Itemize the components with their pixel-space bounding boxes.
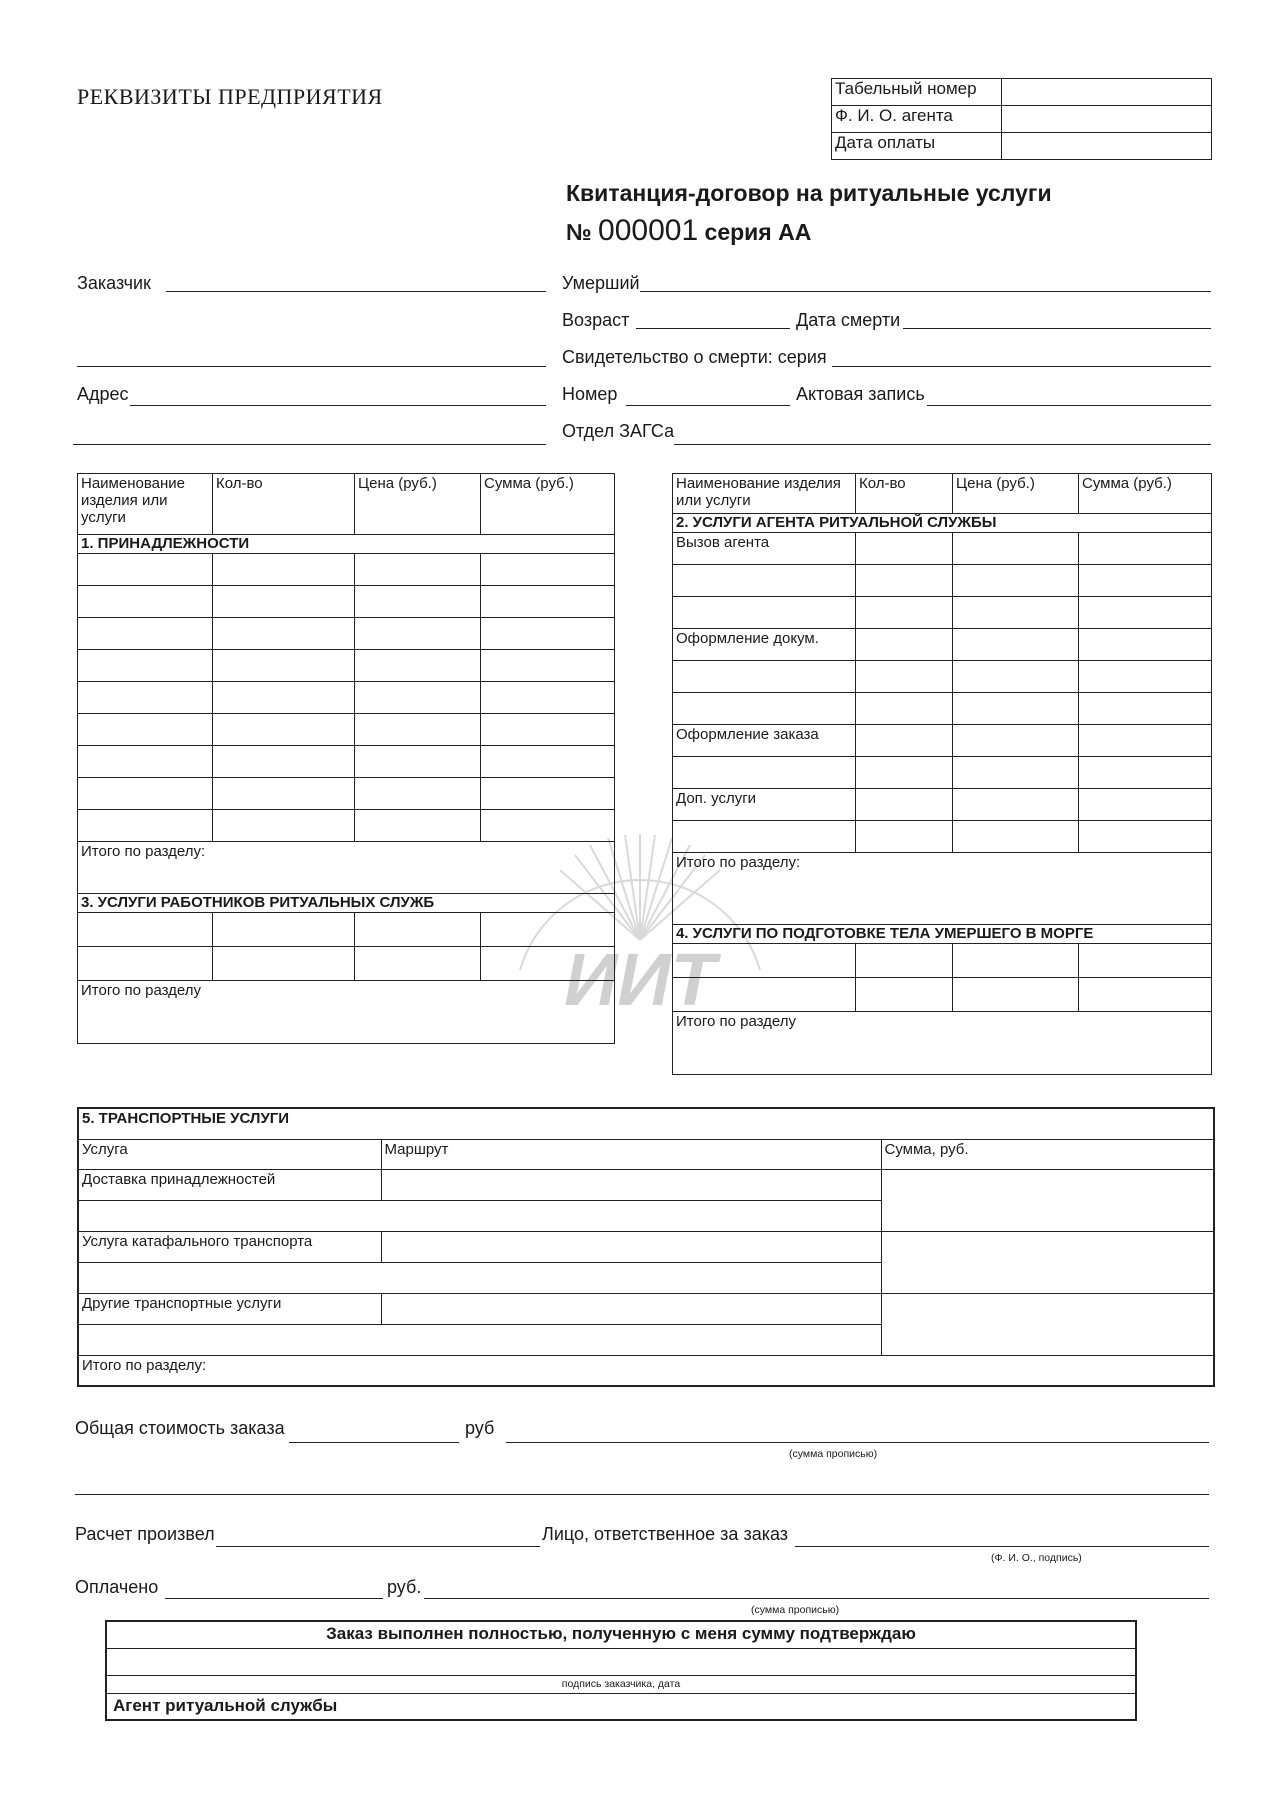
total-words-line[interactable] <box>506 1442 1209 1443</box>
table-cell[interactable] <box>953 789 1079 821</box>
transport-table <box>77 1107 1215 1387</box>
table-cell[interactable] <box>953 565 1079 597</box>
table-cell[interactable] <box>953 629 1079 661</box>
table-cell[interactable] <box>355 913 481 947</box>
responsible-line[interactable] <box>795 1546 1209 1547</box>
col-header-name: Наименование изделия или услуги <box>78 474 213 535</box>
table-cell[interactable] <box>481 746 615 778</box>
act-record-line[interactable] <box>927 405 1211 406</box>
table-cell[interactable] <box>953 944 1079 978</box>
rub-dot-label: руб. <box>387 1577 422 1597</box>
table-cell[interactable] <box>1079 944 1212 978</box>
section-5-total: Итого по разделу: <box>78 1355 1214 1386</box>
certificate-label: Свидетельство о смерти: серия <box>562 347 827 367</box>
fio-sign-caption: (Ф. И. О., подпись) <box>991 1552 1082 1564</box>
table-cell[interactable] <box>953 661 1079 693</box>
section-5-title: 5. ТРАНСПОРТНЫЕ УСЛУГИ <box>78 1108 1214 1139</box>
route-field[interactable] <box>381 1169 881 1200</box>
table-cell[interactable] <box>213 650 355 682</box>
table-cell[interactable] <box>1079 725 1212 757</box>
table-cell[interactable] <box>355 586 481 618</box>
table-cell[interactable] <box>1079 693 1212 725</box>
table-cell[interactable] <box>953 693 1079 725</box>
table-cell[interactable] <box>1079 629 1212 661</box>
table-cell[interactable] <box>355 714 481 746</box>
route-field[interactable] <box>381 1231 881 1262</box>
table-cell[interactable] <box>856 533 953 565</box>
table-cell[interactable] <box>673 757 856 789</box>
table-cell[interactable] <box>213 746 355 778</box>
section-2-title: 2. УСЛУГИ АГЕНТА РИТУАЛЬНОЙ СЛУЖБЫ <box>673 514 1212 533</box>
table-cell[interactable] <box>953 533 1079 565</box>
table-cell[interactable] <box>673 565 856 597</box>
age-label: Возраст <box>562 310 630 330</box>
confirmation-table <box>105 1620 1137 1721</box>
table-cell[interactable] <box>1079 661 1212 693</box>
sum-in-words-caption-2: (сумма прописью) <box>751 1604 840 1616</box>
section-4-title: 4. УСЛУГИ ПО ПОДГОТОВКЕ ТЕЛА УМЕРШЕГО В МОРГЕ <box>673 925 1212 944</box>
table-cell[interactable] <box>856 565 953 597</box>
agent-table-label: Дата оплаты <box>832 133 1002 160</box>
table-cell[interactable] <box>78 778 213 810</box>
table-cell[interactable] <box>355 682 481 714</box>
address-line[interactable] <box>130 405 546 406</box>
registry-line[interactable] <box>674 444 1211 445</box>
sum-in-words-caption: (сумма прописью) <box>789 1448 878 1460</box>
number-value: 000001 <box>598 214 699 247</box>
company-requisites: РЕКВИЗИТЫ ПРЕДПРИЯТИЯ <box>77 84 383 109</box>
table-cell[interactable] <box>1079 789 1212 821</box>
s2-item-extra: Доп. услуги <box>673 789 856 821</box>
table-cell[interactable] <box>355 746 481 778</box>
route-extra-field[interactable] <box>78 1324 881 1355</box>
table-cell[interactable] <box>355 778 481 810</box>
table-cell[interactable] <box>481 650 615 682</box>
table-cell[interactable] <box>1079 597 1212 629</box>
paid-label: Оплачено <box>75 1577 159 1597</box>
col-header-qty: Кол-во <box>213 474 355 535</box>
col-header-amount: Сумма, руб. <box>881 1139 1214 1169</box>
total-words-line-2[interactable] <box>75 1494 1209 1495</box>
paid-words-line[interactable] <box>424 1598 1209 1599</box>
table-cell[interactable] <box>213 947 355 981</box>
table-cell[interactable] <box>856 693 953 725</box>
table-cell[interactable] <box>481 947 615 981</box>
table-cell[interactable] <box>673 661 856 693</box>
table-cell[interactable] <box>213 778 355 810</box>
table-cell[interactable] <box>856 661 953 693</box>
table-cell[interactable] <box>213 810 355 842</box>
calc-by-label: Расчет произвел <box>75 1524 215 1544</box>
s2-item-documents: Оформление докум. <box>673 629 856 661</box>
table-cell[interactable] <box>481 682 615 714</box>
amount-field[interactable] <box>881 1231 1214 1293</box>
table-cell[interactable] <box>481 586 615 618</box>
certificate-line[interactable] <box>832 366 1211 367</box>
table-cell[interactable] <box>953 757 1079 789</box>
s2-item-agent-call: Вызов агента <box>673 533 856 565</box>
death-date-label: Дата смерти <box>796 310 901 330</box>
agent-table-label: Ф. И. О. агента <box>832 106 1002 133</box>
table-cell[interactable] <box>78 913 213 947</box>
table-cell[interactable] <box>673 821 856 853</box>
route-extra-field[interactable] <box>78 1200 881 1231</box>
payment-date-field[interactable] <box>1002 133 1212 160</box>
paid-amount-line[interactable] <box>165 1598 383 1599</box>
age-line[interactable] <box>636 328 790 329</box>
table-cell[interactable] <box>673 944 856 978</box>
customer-sign-caption: подпись заказчика, дата <box>106 1675 1136 1693</box>
table-cell[interactable] <box>481 778 615 810</box>
s5-item-other: Другие транспортные услуги <box>78 1293 381 1324</box>
customer-signature-field[interactable] <box>106 1648 1136 1675</box>
col-header-sum: Сумма (руб.) <box>481 474 615 535</box>
col-header-price: Цена (руб.) <box>953 474 1079 514</box>
total-cost-line[interactable] <box>289 1442 459 1443</box>
table-cell[interactable] <box>213 913 355 947</box>
table-cell[interactable] <box>953 597 1079 629</box>
section-1-total: Итого по разделу: <box>78 842 615 894</box>
table-cell[interactable] <box>481 554 615 586</box>
table-cell[interactable] <box>673 693 856 725</box>
table-cell[interactable] <box>78 810 213 842</box>
total-cost-label: Общая стоимость заказа <box>75 1418 285 1438</box>
table-cell[interactable] <box>355 810 481 842</box>
customer-line-2[interactable] <box>77 366 546 367</box>
table-cell[interactable] <box>856 757 953 789</box>
table-cell[interactable] <box>1079 821 1212 853</box>
table-cell[interactable] <box>78 554 213 586</box>
table-cell[interactable] <box>953 725 1079 757</box>
table-cell[interactable] <box>856 597 953 629</box>
table-cell[interactable] <box>856 944 953 978</box>
table-cell[interactable] <box>78 714 213 746</box>
route-extra-field[interactable] <box>78 1262 881 1293</box>
confirmation-title: Заказ выполнен полностью, полученную с меня сумму подтверждаю <box>106 1621 1136 1648</box>
document-number <box>566 214 811 248</box>
table-cell[interactable] <box>78 682 213 714</box>
deceased-line[interactable] <box>640 291 1211 292</box>
col-header-service: Услуга <box>78 1139 381 1169</box>
table-cell[interactable] <box>856 821 953 853</box>
table-cell[interactable] <box>481 714 615 746</box>
agent-name-field[interactable] <box>1002 106 1212 133</box>
table-cell[interactable] <box>856 725 953 757</box>
section-3-title: 3. УСЛУГИ РАБОТНИКОВ РИТУАЛЬНЫХ СЛУЖБ <box>78 894 615 913</box>
left-services-table <box>77 473 615 1044</box>
table-cell[interactable] <box>213 586 355 618</box>
table-cell[interactable] <box>213 618 355 650</box>
s5-item-delivery: Доставка принадлежностей <box>78 1169 381 1200</box>
col-header-qty: Кол-во <box>856 474 953 514</box>
section-3-total: Итого по разделу <box>78 981 615 1044</box>
table-cell[interactable] <box>355 618 481 650</box>
table-cell[interactable] <box>856 978 953 1012</box>
table-cell[interactable] <box>78 650 213 682</box>
number-sign: № <box>566 219 592 245</box>
table-cell[interactable] <box>953 978 1079 1012</box>
col-header-name: Наименование изделия или услуги <box>673 474 856 514</box>
col-header-price: Цена (руб.) <box>355 474 481 535</box>
table-cell[interactable] <box>1079 533 1212 565</box>
route-field[interactable] <box>381 1293 881 1324</box>
table-cell[interactable] <box>78 746 213 778</box>
section-1-title: 1. ПРИНАДЛЕЖНОСТИ <box>78 535 615 554</box>
table-cell[interactable] <box>673 597 856 629</box>
table-cell[interactable] <box>1079 757 1212 789</box>
act-record-label: Актовая запись <box>796 384 925 404</box>
table-cell[interactable] <box>355 554 481 586</box>
customer-label: Заказчик <box>77 273 151 293</box>
s2-item-order: Оформление заказа <box>673 725 856 757</box>
address-line-2[interactable] <box>73 444 546 445</box>
cert-number-line[interactable] <box>626 405 790 406</box>
agent-info-table <box>831 78 1212 160</box>
table-cell[interactable] <box>1079 978 1212 1012</box>
table-cell[interactable] <box>481 810 615 842</box>
table-cell[interactable] <box>355 650 481 682</box>
section-4-total: Итого по разделу <box>673 1012 1212 1075</box>
table-cell[interactable] <box>856 629 953 661</box>
death-date-line[interactable] <box>903 328 1211 329</box>
customer-line[interactable] <box>166 291 546 292</box>
table-cell[interactable] <box>673 978 856 1012</box>
table-cell[interactable] <box>481 913 615 947</box>
right-services-table <box>672 473 1212 1075</box>
table-cell[interactable] <box>1079 565 1212 597</box>
deceased-label: Умерший <box>562 273 640 293</box>
document-title: Квитанция-договор на ритуальные услуги <box>566 180 1052 206</box>
table-cell[interactable] <box>78 586 213 618</box>
responsible-label: Лицо, ответственное за заказ <box>542 1524 789 1544</box>
table-cell[interactable] <box>213 682 355 714</box>
agent-label: Агент ритуальной службы <box>106 1693 1136 1720</box>
section-2-total: Итого по разделу: <box>673 853 1212 925</box>
watermark-letters: ИИТ <box>564 938 716 1021</box>
col-header-route: Маршрут <box>381 1139 881 1169</box>
tab-number-field[interactable] <box>1002 79 1212 106</box>
table-cell[interactable] <box>856 789 953 821</box>
cert-number-label: Номер <box>562 384 618 404</box>
table-cell[interactable] <box>213 714 355 746</box>
table-cell[interactable] <box>953 821 1079 853</box>
table-cell[interactable] <box>355 947 481 981</box>
section-1-rows <box>78 554 615 842</box>
series-label: серия АА <box>704 219 812 245</box>
table-cell[interactable] <box>78 618 213 650</box>
s5-item-hearse: Услуга катафального транспорта <box>78 1231 381 1262</box>
agent-table-label: Табельный номер <box>832 79 1002 106</box>
registry-label: Отдел ЗАГСа <box>562 421 675 441</box>
amount-field[interactable] <box>881 1293 1214 1355</box>
rub-label: руб <box>465 1418 495 1438</box>
calc-by-line[interactable] <box>216 1546 540 1547</box>
col-header-sum: Сумма (руб.) <box>1079 474 1212 514</box>
table-cell[interactable] <box>213 554 355 586</box>
address-label: Адрес <box>77 384 129 404</box>
table-cell[interactable] <box>481 618 615 650</box>
table-cell[interactable] <box>78 947 213 981</box>
amount-field[interactable] <box>881 1169 1214 1231</box>
